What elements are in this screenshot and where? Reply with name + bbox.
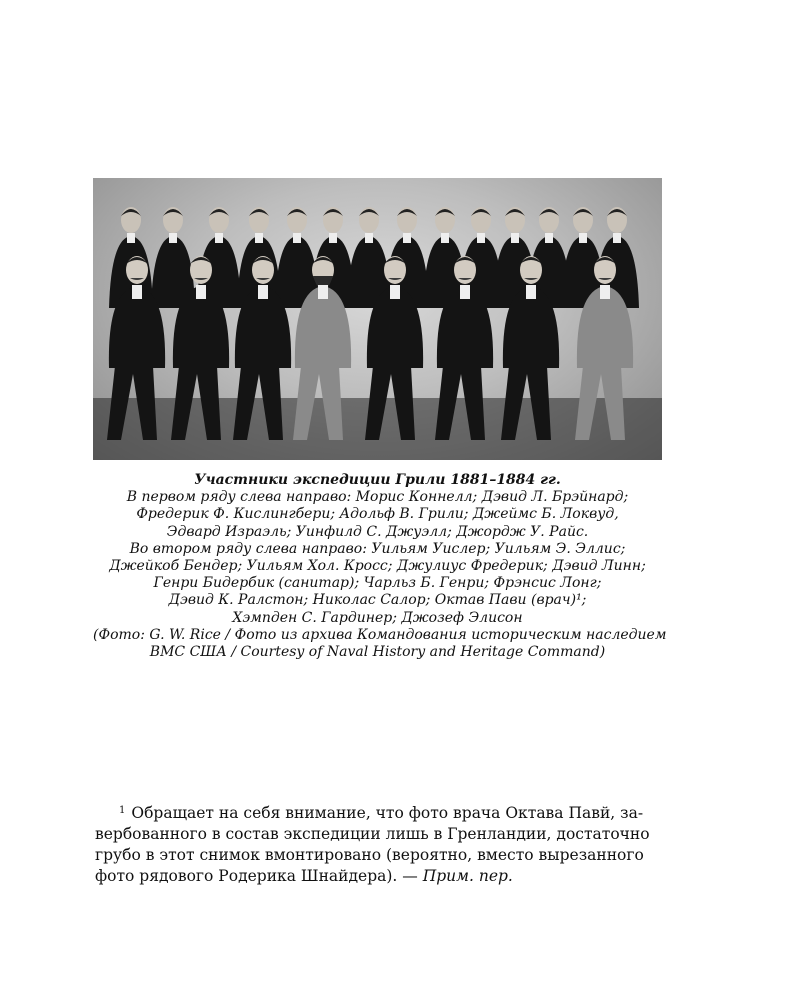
footnote-line (95, 866, 662, 887)
back-row-collar (169, 233, 177, 243)
footnote-line: вербованного в состав экспедиции лишь в Гренландии, достаточно (95, 825, 650, 843)
expedition-group-photo (93, 178, 662, 460)
front-row-shirt (390, 285, 400, 299)
caption-line: ВМС США / Courtesy of Naval History and Heritage Command) (149, 644, 606, 661)
group-portrait-image (93, 178, 662, 460)
translator-footnote (95, 800, 662, 887)
footnote-text: фото рядового Родерика Шнайдера). — (95, 867, 423, 885)
caption-line: Хэмпден С. Гардинер; Джозеф Элисон (232, 609, 523, 626)
front-row-shirt (600, 285, 610, 299)
photo-caption (93, 472, 667, 661)
front-row-shirt (526, 285, 536, 299)
caption-line: В первом ряду слева направо: Морис Коннелл; Дэвид Л. Брэйнард; (126, 489, 629, 506)
back-row-collar (403, 233, 411, 243)
back-row-collar (365, 233, 373, 243)
back-row-collar (545, 233, 553, 243)
back-row-collar (127, 233, 135, 243)
footnote-marker: 1 (119, 805, 126, 816)
front-row-shirt (318, 285, 328, 299)
back-row-collar (329, 233, 337, 243)
caption-line: Фредерик Ф. Кислингбери; Адольф В. Грили; Джеймс Б. Локвуд, (136, 506, 619, 523)
back-row-collar (511, 233, 519, 243)
back-row-collar (441, 233, 449, 243)
back-row-collar (477, 233, 485, 243)
caption-line: Во втором ряду слева направо: Уильям Уислер; Уильям Э. Эллис; (129, 540, 626, 557)
front-row-shirt (460, 285, 470, 299)
caption-line: Эдвард Израэль; Уинфилд С. Джуэлл; Джордж У. Райс. (166, 523, 589, 540)
caption-line: (Фото: G. W. Rice / Фото из архива Командования историческим наследием (93, 626, 667, 643)
footnote-text: Обращает на себя внимание, что фото врача Октава Павй, за- (131, 804, 644, 822)
front-row-shirt (196, 285, 206, 299)
back-row-collar (255, 233, 263, 243)
translator-note-mark: Прим. пер. (422, 867, 513, 885)
back-row-collar (613, 233, 621, 243)
caption-line: Дэвид К. Ралстон; Николас Салор; Октав Пави (врач)¹; (168, 592, 587, 609)
front-row-shirt (258, 285, 268, 299)
footnote-line (95, 800, 662, 824)
back-row-collar (215, 233, 223, 243)
caption-line: Джейкоб Бендер; Уильям Хол. Кросс; Джулиус Фредерик; Дэвид Линн; (109, 558, 646, 575)
caption-line: Генри Бидербик (санитар); Чарльз Б. Генри; Фрэнсис Лонг; (153, 575, 602, 592)
footnote-line: грубо в этот снимок вмонтировано (вероятно, вместо вырезанного (95, 846, 644, 864)
back-row-collar (579, 233, 587, 243)
caption-title: Участники экспедиции Грили 1881–1884 гг. (194, 472, 561, 488)
front-row-shirt (132, 285, 142, 299)
back-row-collar (293, 233, 301, 243)
